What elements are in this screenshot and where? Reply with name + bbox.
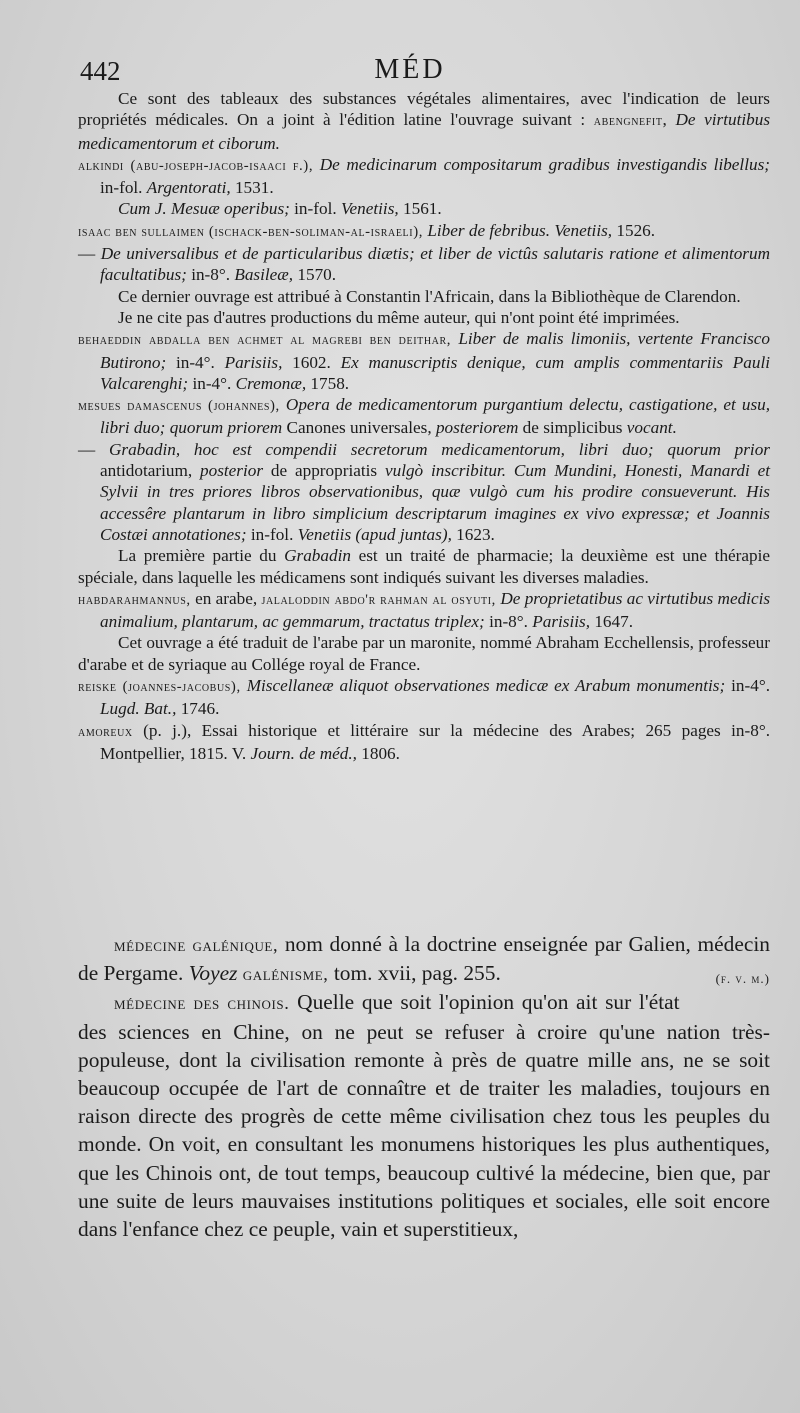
page-header xyxy=(70,50,750,90)
bibliography-section xyxy=(78,88,770,764)
article-chinois: médecine des chinois. Quelle que soit l'opinion qu'on ait sur l'état des sciences en Chine, on ne peut se refuser à croire qu'une nation très-populeuse, dont la civilisation remonte à près de quatre mille ans, ne se soit beaucoup occupée de l'art de connaître et de traiter les maladies, toujours en raison directe des progrès de cette même civilisation chez tous les peuples du monde. On voit, en consultant les monumens historiques les plus authentiques, que les Chinois ont, de tout temps, beaucoup cultivé la médecine, bien que, par une suite de leurs mauvaises institutions politiques et sociales, elle soit encore dans l'enfance chez ce peuple, vain et superstitieux, xyxy=(78,990,770,1242)
running-title: MÉD xyxy=(374,54,446,85)
article-galenique: médecine galénique, nom donné à la doctrine enseignée par Galien, médecin de Pergame. Voyez galénisme, tom. xvii, pag. 255. (f. v. m.) xyxy=(78,930,770,988)
bib-entry: habdarahmannus, en arabe, jalaloddin abdo'r rahman al osyuti, De proprietatibus ac virtutibus medicis animalium, plantarum, ac gemmarum, tractatus triplex; in-8°. Parisiis, 1647. xyxy=(78,588,771,632)
bib-entry: mesues damascenus (johannes), Opera de medicamentorum purgantium delectu, castigatione, et usu, libri duo; quorum priorem Canones universales, posteriorem de simplicibus vocant. xyxy=(78,395,771,438)
bib-entry: — De universalibus et de particularibus diætis; et liber de victûs salutaris ratione et alimentorum facultatibus; in-8°. Basileæ, 1570. xyxy=(78,244,771,285)
bib-entry: behaeddin abdalla ben achmet al magrebi ben deithar, Liber de malis limoniis, vertente Francisco Butirono; in-4°. Parisiis, 1602. Ex manuscriptis denique, cum amplis commentariis Pauli Valcarenghi; in-4°. Cremonæ, 1758. xyxy=(78,329,771,393)
bib-entry: reiske (joannes-jacobus), Miscellaneæ aliquot observationes medicæ ex Arabum monumentis; in-4°. Lugd. Bat., 1746. xyxy=(78,676,771,719)
main-text xyxy=(78,930,770,1243)
bib-entry: — Grabadin, hoc est compendii secretorum medicamentorum, libri duo; quorum prior antidotarium, posterior de appropriatis vulgò inscribitur. Cum Mundini, Honesti, Manardi et Sylvii in tres priores libros observationibus, quæ vulgò cum his prodire consueverunt. His accessêre plantarum in libro simplicium descriptarum imagines ex vivo expressæ; et Joannis Costæi annotationes; in-fol. Venetiis (apud juntas), 1623. xyxy=(78,439,771,544)
author-signature: (f. v. m.) xyxy=(715,971,770,987)
bib-entry: Cum J. Mesuæ operibus; in-fol. Venetiis, 1561. xyxy=(118,199,442,219)
page-number: 442 xyxy=(80,56,121,86)
bib-note: La première partie du Grabadin est un traité de pharmacie; la deuxième est une thérapie spéciale, dans laquelle les médicamens sont indiqués suivant les diverses maladies. xyxy=(78,546,771,587)
bib-paragraph: Ce sont des tableaux des substances végétales alimentaires, avec l'indication de leurs propriétés médicales. On a joint à l'édition latine l'ouvrage suivant : abengnefit, De virtutibus medicamentorum et ciborum. xyxy=(78,89,771,153)
bib-entry: amoreux (p. j.), Essai historique et littéraire sur la médecine des Arabes; 265 pages in-8°. Montpellier, 1815. V. Journ. de méd., 1806. xyxy=(78,720,770,763)
bib-note: Cet ouvrage a été traduit de l'arabe par un maronite, nommé Abraham Ecchellensis, professeur d'arabe et de syriaque au Collége royal de France. xyxy=(78,633,770,674)
bib-entry: alkindi (abu-joseph-jacob-isaaci f.), De medicinarum compositarum gradibus investigandis libellus; in-fol. Argentorati, 1531. xyxy=(78,154,770,198)
bib-note: Je ne cite pas d'autres productions du même auteur, qui n'ont point été imprimées. xyxy=(118,307,680,327)
bib-note: Ce dernier ouvrage est attribué à Constantin l'Africain, dans la Bibliothèque de Clarendon. xyxy=(118,286,741,306)
bib-entry: isaac ben sullaimen (ischack-ben-soliman-al-israeli), Liber de febribus. Venetiis, 1526. xyxy=(78,220,656,240)
